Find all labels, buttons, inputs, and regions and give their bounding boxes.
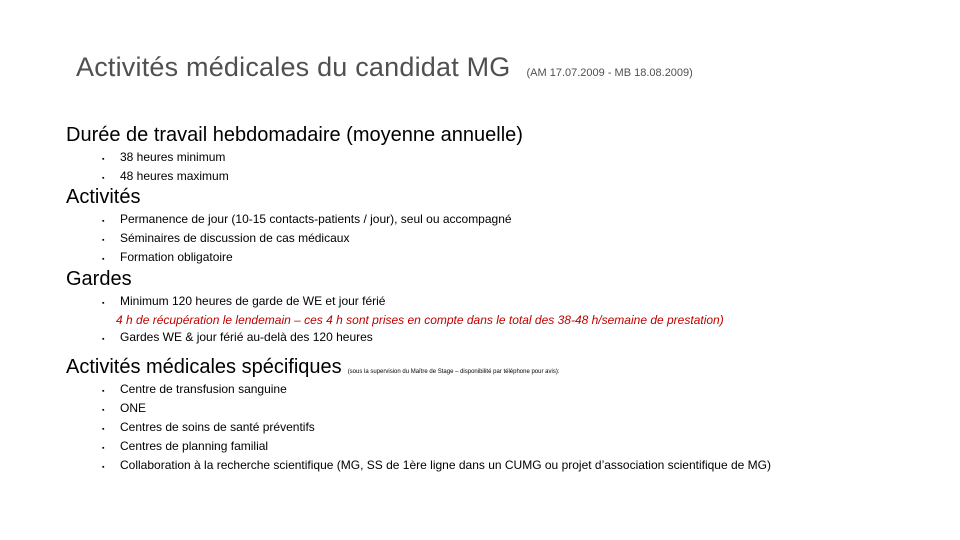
slide-title <box>76 52 693 83</box>
list-item <box>102 329 724 348</box>
bullet-icon: ▪ <box>102 426 105 433</box>
list-item-text: Centres de soins de santé préventifs <box>120 420 315 434</box>
bullet-icon: ▪ <box>102 336 105 343</box>
list-item <box>102 438 771 457</box>
list-item-text: Gardes WE & jour férié au-delà des 120 heures <box>120 330 373 344</box>
list-item <box>102 457 771 476</box>
bullet-list <box>66 329 724 348</box>
list-item-text: ONE <box>120 401 147 415</box>
heading-text: Durée de travail hebdomadaire (moyenne annuelle) <box>66 124 523 146</box>
bullet-list <box>66 293 724 312</box>
list-item <box>102 211 512 230</box>
list-item-text: Permanence de jour (10-15 contacts-patients / jour), seul ou accompagné <box>120 212 512 226</box>
bullet-icon: ▪ <box>102 218 105 225</box>
list-item <box>102 400 771 419</box>
title-reference: (AM 17.07.2009 - MB 18.08.2009) <box>526 67 693 79</box>
list-item-text: Séminaires de discussion de cas médicaux <box>120 231 350 245</box>
list-item <box>102 149 523 168</box>
bullet-icon: ▪ <box>102 175 105 182</box>
section-work-hours <box>66 124 523 187</box>
list-item-text: Centre de transfusion sanguine <box>120 382 287 396</box>
bullet-icon: ▪ <box>102 407 105 414</box>
recovery-note: 4 h de récupération le lendemain – ces 4 h sont prises en compte dans le total des 38-48 h/semaine de prestation) <box>116 313 724 327</box>
section-specific-activities <box>66 356 771 476</box>
bullet-icon: ▪ <box>102 237 105 244</box>
bullet-list <box>66 381 771 476</box>
list-item-text: Centres de planning familial <box>120 439 269 453</box>
bullet-icon: ▪ <box>102 388 105 395</box>
title-main: Activités médicales du candidat MG <box>76 52 511 82</box>
list-item-text: Minimum 120 heures de garde de WE et jour férié <box>120 294 386 308</box>
list-item-text: 48 heures maximum <box>120 169 229 183</box>
list-item-text: Collaboration à la recherche scientifique (MG, SS de 1ère ligne dans un CUMG ou projet d’association scientifique de MG) <box>120 458 771 472</box>
section-heading <box>66 124 523 147</box>
section-gardes <box>66 268 724 348</box>
section-activities <box>66 186 512 268</box>
list-item-text: Formation obligatoire <box>120 250 233 264</box>
heading-text: Gardes <box>66 268 132 290</box>
list-item <box>102 168 523 187</box>
bullet-icon: ▪ <box>102 156 105 163</box>
list-item <box>102 230 512 249</box>
list-item <box>102 419 771 438</box>
list-item-text: 38 heures minimum <box>120 150 226 164</box>
list-item <box>102 293 724 312</box>
bullet-icon: ▪ <box>102 256 105 263</box>
heading-text: Activités médicales spécifiques <box>66 356 342 378</box>
section-heading <box>66 356 771 379</box>
list-item <box>102 381 771 400</box>
list-item <box>102 249 512 268</box>
section-heading <box>66 186 512 209</box>
bullet-list <box>66 211 512 268</box>
heading-text: Activités <box>66 186 141 208</box>
bullet-icon: ▪ <box>102 300 105 307</box>
bullet-list <box>66 149 523 187</box>
bullet-icon: ▪ <box>102 464 105 471</box>
heading-note: (sous la supervision du Maître de Stage – disponibilité par téléphone pour avis): <box>347 369 560 375</box>
section-heading <box>66 268 724 291</box>
bullet-icon: ▪ <box>102 445 105 452</box>
